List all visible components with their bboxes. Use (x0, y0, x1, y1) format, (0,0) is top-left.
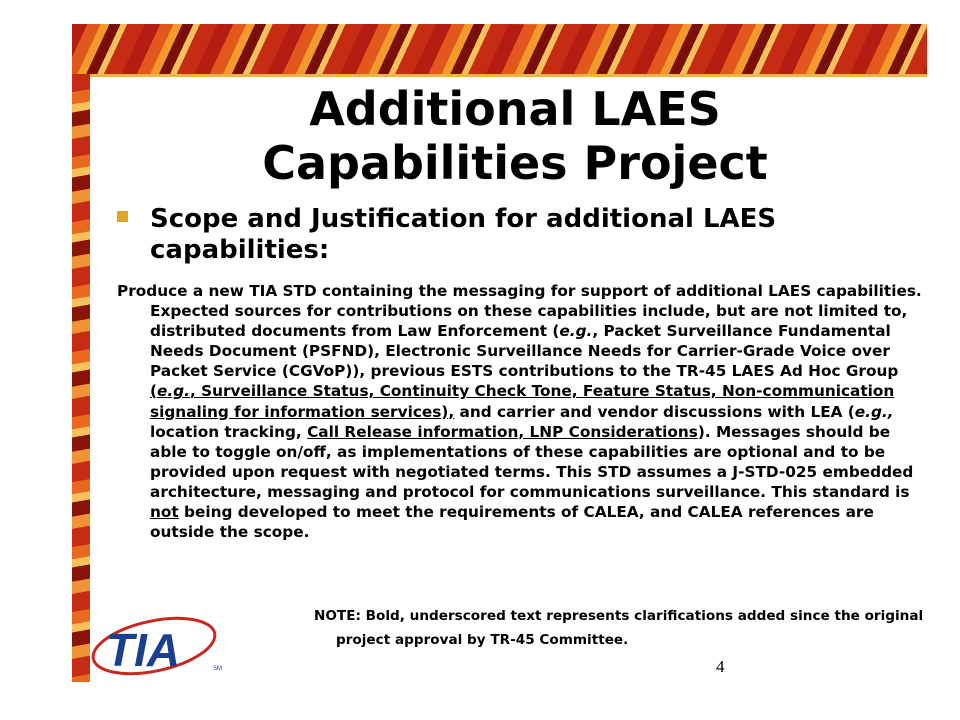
para-segment: being developed to meet the requirements of CALEA, and CALEA references are outside the scope. (150, 503, 874, 542)
clarification-note: NOTE: Bold, underscored text represents clarifications added since the original project approval by TR-45 Committee. (314, 608, 924, 648)
page-number: 4 (716, 657, 725, 676)
para-segment: Produce a new TIA STD containing the messaging for support of additional LAES capabilities. Expected sources for contributions on these capabilities include, but are not limited to, distributed documents from Law Enforcement ( (117, 282, 922, 341)
logo-text: TIA (106, 624, 181, 676)
bullet-heading: Scope and Justification for additional LAES capabilities: (150, 204, 777, 265)
title-line-2: Capabilities Project (262, 136, 768, 190)
tia-logo (88, 610, 228, 678)
para-segment: , Packet Surveillance Fundamental Needs Document (PSFND), Electronic Surveillance Needs for Carrier-Grade Voice over Packet Service (CGVoP)), previous ESTS contributions to the TR-45 LAES Ad Hoc Group (150, 322, 899, 381)
para-segment-underlined: , Surveillance Status, Continuity Check Tone, Feature Status, Non-communication signaling for information services), (150, 382, 895, 421)
para-segment-italic: e.g., (854, 402, 894, 421)
para-segment-italic: e.g. (559, 322, 593, 341)
decorative-banner (72, 24, 927, 74)
title-line-1: Additional LAES (309, 82, 721, 136)
para-segment: and carrier and vendor discussions with LEA ( (454, 402, 855, 421)
para-segment: location tracking, (150, 422, 308, 441)
para-segment-underlined-italic: e.g. (157, 382, 190, 401)
decorative-side-strip (72, 74, 90, 682)
slide-title (90, 82, 940, 190)
square-bullet-icon (117, 211, 128, 222)
para-segment-underlined: not (150, 503, 179, 522)
para-segment-underlined: Call Release information, LNP Considerations (307, 422, 698, 441)
para-segment-underlined: ( (150, 382, 157, 401)
para-segment: ). Messages should be able to toggle on/off, as implementations of these capabilities are optional and to be provided upon request with negotiated terms. This STD assumes a J-STD-025 embedded architecture, messaging and protocol for communications surveillance. This standard is (150, 422, 914, 501)
logo-service-mark: SM (213, 666, 222, 672)
scope-paragraph (117, 281, 927, 542)
